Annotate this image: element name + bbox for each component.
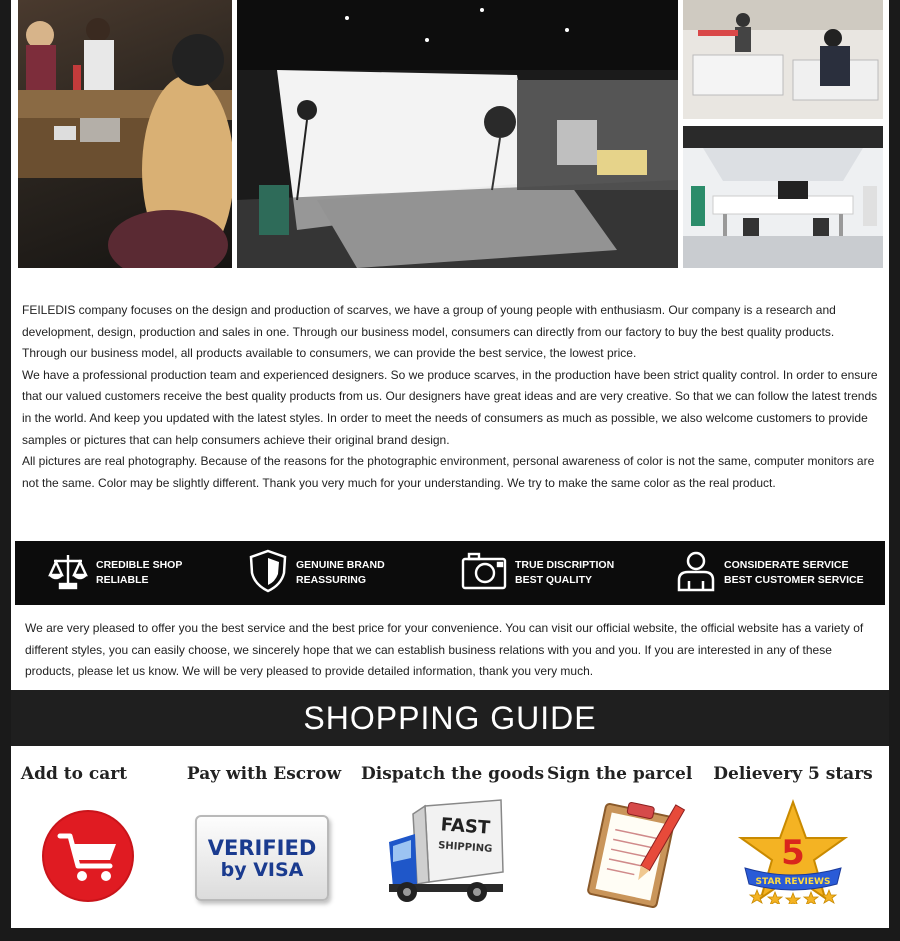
step-3-title: Dispatch the goods (361, 764, 545, 784)
step-pay-with-escrow (181, 746, 347, 928)
trust-2-line2: REASSURING (296, 574, 367, 586)
step-5-title: Delievery 5 stars (713, 764, 873, 784)
intro-paragraph-3: All pictures are real photography. Because of the reasons for the photographic environment, personal awareness of color is not the same, computer monitors are not the same. Color may be slightly different. Thank you very much for your understanding. We try to make the same color as the real product. (22, 454, 875, 490)
shopping-guide-steps (11, 746, 889, 928)
service-info-text: We are very pleased to offer you the best service and the best price for your convenience. You can visit our official website, the official website has a variety of different styles, you can easily choose, we sincerely hope that we can establish business relations with you and you. If you are interested in any of these products, please let us know. We will be very pleased to provide detailed information, thank you very much. (25, 621, 864, 679)
company-photo-collage (11, 0, 889, 271)
trust-4-line1: CONSIDERATE SERVICE (724, 559, 849, 571)
trust-badge-credible-shop (48, 541, 182, 605)
trust-3-line1: TRUE DISCRIPTION (515, 559, 615, 571)
user-icon (676, 550, 716, 597)
star-number: 5 (781, 833, 805, 873)
trust-badge-considerate-service (676, 541, 864, 605)
trust-3-line2: BEST QUALITY (515, 574, 593, 586)
trust-badge-genuine-brand (248, 541, 385, 605)
office-interior-photo (683, 126, 883, 268)
trust-1-line1: CREDIBLE SHOP (96, 559, 183, 571)
trust-badge-true-description (461, 541, 614, 605)
shopping-guide-title: SHOPPING GUIDE (11, 690, 889, 746)
step-add-to-cart (11, 746, 137, 928)
truck-icon (385, 798, 509, 911)
step-2-title: Pay with Escrow (186, 764, 342, 784)
trust-4-line2: BEST CUSTOMER SERVICE (724, 574, 864, 586)
photo-studio-photo (237, 0, 678, 268)
intro-paragraph-2: We have a professional production team and experienced designers. So we produce scarves, in the production have been strict quality control. In order to ensure that our valued customers receive the best quality products from us. Our designers have great ideas and are very creative. So that we can follow the latest trends in the world. And keep you updated with the latest styles. In order to meet the needs of consumers as much as possible, we also welcome customers to provide samples or pictures that can help consumers achieve their original brand design. (22, 367, 878, 447)
verified-text: VERIFIED (207, 836, 317, 860)
cart-icon (40, 808, 136, 909)
by-visa-text: by VISA (220, 859, 304, 881)
scale-icon (48, 551, 88, 596)
step-sign-parcel (547, 746, 693, 928)
five-star-icon (737, 798, 849, 909)
trust-badges-bar (15, 541, 885, 605)
company-intro-text (22, 300, 882, 494)
company-intro-section (11, 271, 889, 528)
truck-text-shipping: SHIPPING (437, 840, 493, 855)
step-delivery-five-stars (713, 746, 873, 928)
trust-section (11, 528, 889, 690)
star-ribbon-text: STAR REVIEWS (755, 877, 831, 887)
truck-text-fast: FAST (440, 814, 491, 839)
makeup-room-photo (18, 0, 232, 268)
step-1-title: Add to cart (20, 764, 128, 784)
intro-paragraph-1: FEILEDIS company focuses on the design and production of scarves, we have a group of young people with enthusiasm. Our company is a research and development, design, production and sales in one. Through our business model, consumers can directly from our factory to buy the best quality products. Through our business model, all products available to consumers, we can provide the best service, the lowest price. (22, 303, 836, 361)
trust-2-line1: GENUINE BRAND (296, 559, 385, 571)
step-dispatch-goods (361, 746, 545, 928)
sewing-workshop-photo (683, 0, 883, 119)
trust-1-line2: RELIABLE (96, 574, 149, 586)
visa-card-icon (195, 815, 329, 901)
clipboard-icon (579, 796, 689, 913)
shield-icon (248, 549, 288, 598)
step-4-title: Sign the parcel (547, 764, 693, 784)
camera-icon (461, 552, 507, 595)
